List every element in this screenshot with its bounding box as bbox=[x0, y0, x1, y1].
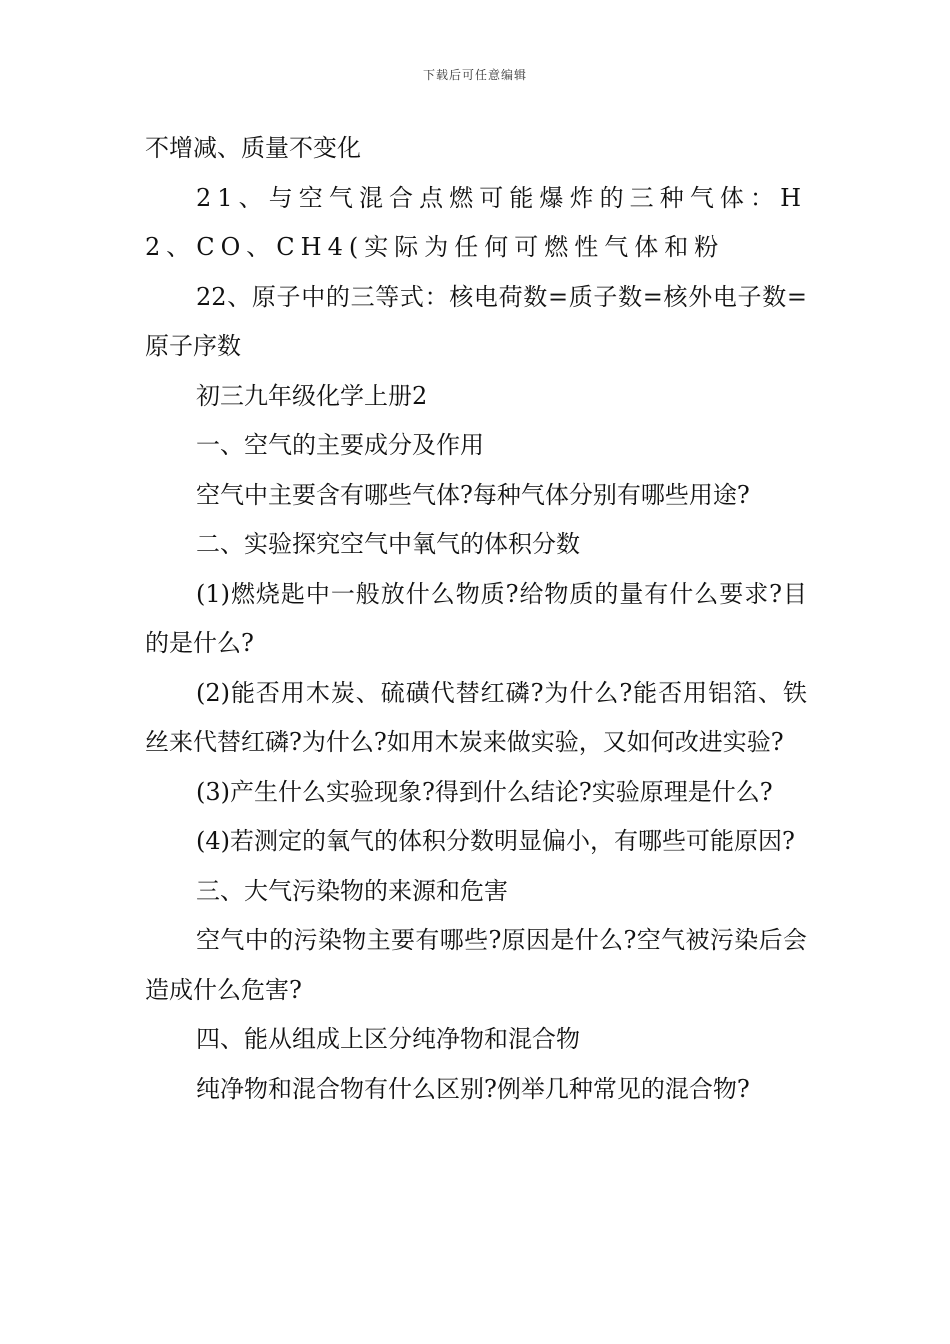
paragraph-item-21: 21、与空气混合点燃可能爆炸的三种气体：H2、CO、CH4(实际为任何可燃性气体和粉 bbox=[145, 183, 807, 261]
question-2: (2)能否用木炭、硫磺代替红磷?为什么?能否用铝箔、铁丝来代替红磷?为什么?如用木炭来做实验，又如何改进实验? bbox=[145, 678, 807, 756]
question-4: (4)若测定的氧气的体积分数明显偏小，有哪些可能原因? bbox=[196, 827, 795, 855]
paragraph-continuation: 不增减、质量不变化 bbox=[145, 134, 361, 162]
document-body bbox=[145, 124, 807, 1114]
header-note: 下载后可任意编辑 bbox=[422, 68, 527, 82]
paragraph-pollution-question: 空气中的污染物主要有哪些?原因是什么?空气被污染后会造成什么危害? bbox=[145, 926, 807, 1004]
heading-pollution: 三、大气污染物的来源和危害 bbox=[196, 876, 508, 905]
question-1: (1)燃烧匙中一般放什么物质?给物质的量有什么要求?目的是什么? bbox=[145, 579, 807, 657]
heading-pure-mixture: 四、能从组成上区分纯净物和混合物 bbox=[196, 1025, 580, 1053]
paragraph-mixture-question: 纯净物和混合物有什么区别?例举几种常见的混合物? bbox=[196, 1074, 750, 1103]
question-3: (3)产生什么实验现象?得到什么结论?实验原理是什么? bbox=[196, 777, 773, 806]
heading-air-composition: 一、空气的主要成分及作用 bbox=[196, 431, 484, 459]
section-title: 初三九年级化学上册2 bbox=[196, 381, 428, 410]
paragraph-item-22: 22、原子中的三等式：核电荷数=质子数=核外电子数=原子序数 bbox=[145, 282, 807, 360]
paragraph-air-question: 空气中主要含有哪些气体?每种气体分别有哪些用途? bbox=[196, 480, 750, 509]
heading-oxygen-experiment: 二、实验探究空气中氧气的体积分数 bbox=[196, 530, 580, 558]
